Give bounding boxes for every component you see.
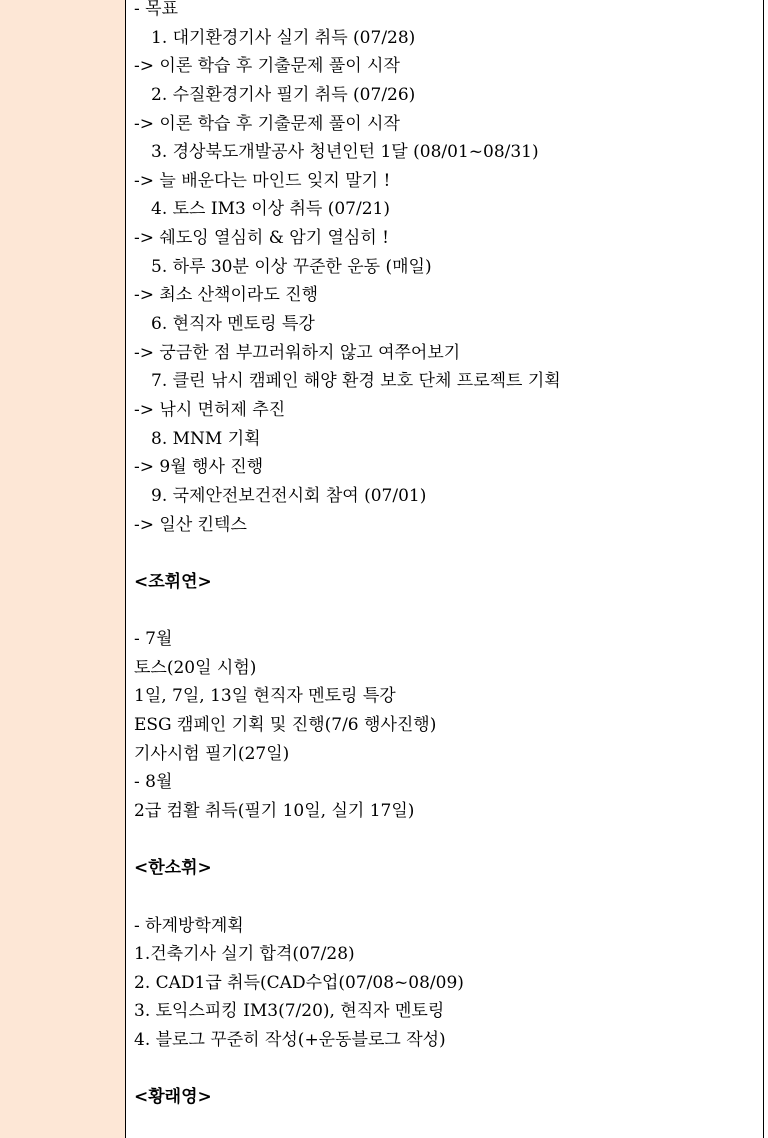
text-line: 6. 현직자 멘토링 특강: [151, 314, 315, 335]
text-line: -> 이론 학습 후 기출문제 풀이 시작: [134, 113, 400, 134]
section-heading: <황래영>: [134, 1087, 212, 1108]
text-line: -> 쉐도잉 열심히 & 암기 열심히 !: [134, 228, 390, 249]
text-line: 1.건축기사 실기 합격(07/28): [134, 944, 355, 965]
text-line: 토스(20일 시험): [134, 657, 257, 678]
text-line: - 7월: [134, 629, 173, 650]
document-content[interactable]: [134, 0, 759, 1112]
text-line: -> 이론 학습 후 기출문제 풀이 시작: [134, 56, 400, 77]
blank-line: [134, 1055, 759, 1084]
text-line: 1일, 7일, 13일 현직자 멘토링 특강: [134, 686, 396, 707]
text-line: -> 일산 킨텍스: [134, 514, 247, 535]
blank-line: [134, 883, 759, 912]
text-line: ESG 캠페인 기획 및 진행(7/6 행사진행): [134, 715, 437, 736]
text-line: 기사시험 필기(27일): [134, 743, 290, 764]
text-line: - 목표: [134, 0, 178, 19]
text-line: 4. 블로그 꾸준히 작성(+운동블로그 작성): [134, 1030, 446, 1051]
section-heading: <한소휘>: [134, 858, 212, 879]
text-line: -> 최소 산책이라도 진행: [134, 285, 318, 306]
text-line: -> 9월 행사 진행: [134, 457, 264, 478]
text-line: 2. 수질환경기사 필기 취득 (07/26): [151, 84, 416, 105]
text-line: 2급 컴활 취득(필기 10일, 실기 17일): [134, 800, 415, 821]
text-line: 8. MNM 기획: [151, 428, 261, 449]
blank-line: [134, 596, 759, 625]
text-line: -> 낚시 면허제 추진: [134, 399, 286, 420]
text-line: -> 늘 배운다는 마인드 잊지 말기 !: [134, 170, 391, 191]
text-line: 4. 토스 IM3 이상 취득 (07/21): [151, 199, 390, 220]
text-line: 2. CAD1급 취득(CAD수업(07/08~08/09): [134, 972, 464, 993]
text-line: 9. 국제안전보건전시회 참여 (07/01): [151, 485, 427, 506]
text-line: - 8월: [134, 772, 173, 793]
text-line: 3. 경상북도개발공사 청년인턴 1달 (08/01~08/31): [151, 142, 539, 163]
text-line: 1. 대기환경기사 실기 취득 (07/28): [151, 27, 416, 48]
table-column-divider: [125, 0, 126, 1138]
table-right-border: [763, 0, 764, 1138]
section-heading: <조휘연>: [134, 571, 212, 592]
text-line: 3. 토익스피킹 IM3(7/20), 현직자 멘토링: [134, 1001, 445, 1022]
table-left-cell: [0, 0, 125, 1138]
blank-line: [134, 539, 759, 568]
text-line: 5. 하루 30분 이상 꾸준한 운동 (매일): [151, 256, 432, 277]
text-line: -> 궁금한 점 부끄러워하지 않고 여쭈어보기: [134, 342, 461, 363]
blank-line: [134, 826, 759, 855]
text-line: 7. 클린 낚시 캠페인 해양 환경 보호 단체 프로젝트 기획: [151, 371, 561, 392]
text-line: - 하계방학계획: [134, 915, 244, 936]
